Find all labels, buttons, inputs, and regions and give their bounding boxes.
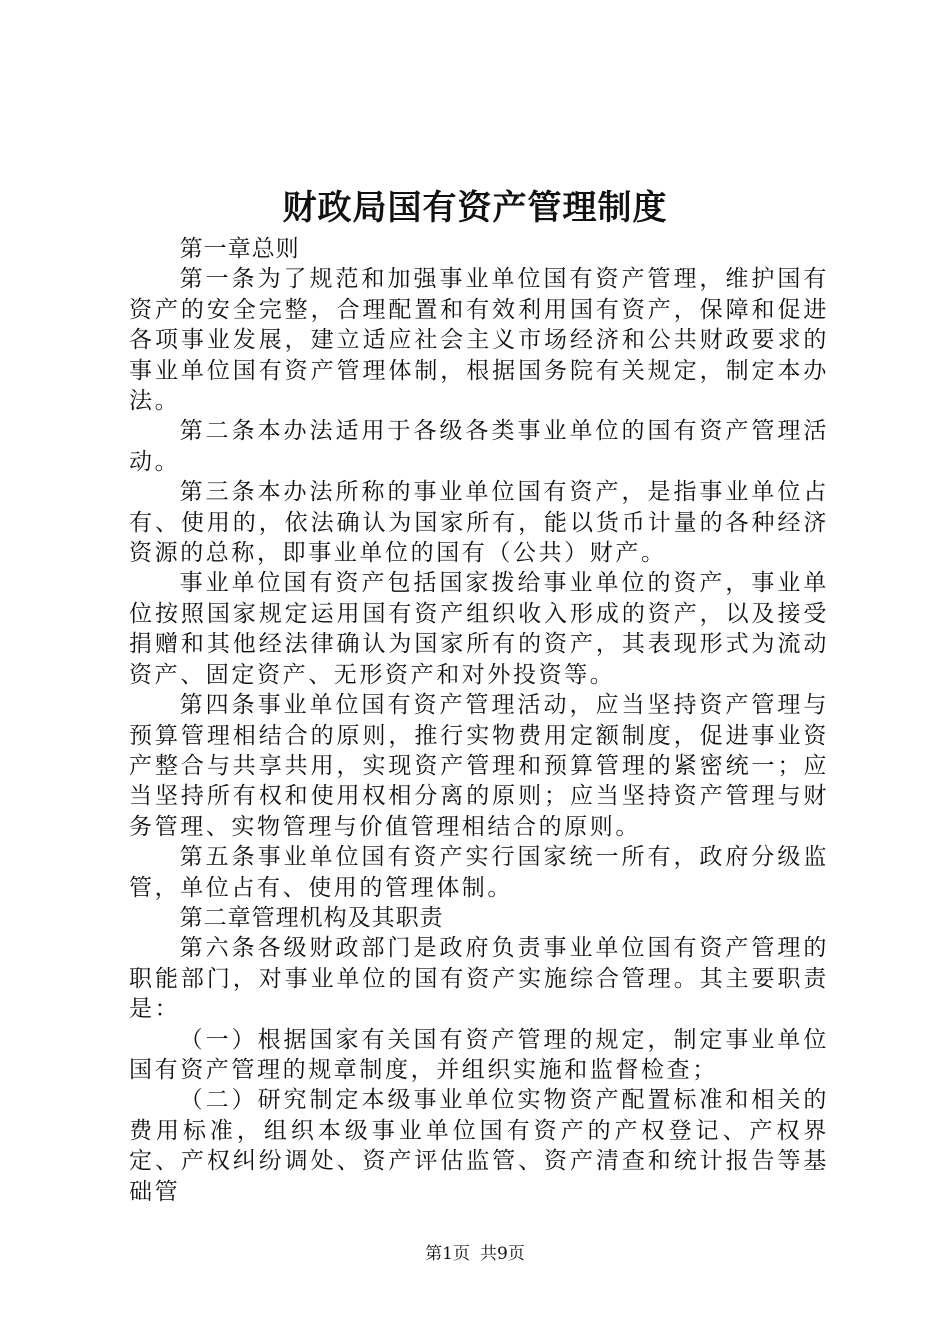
list-item-paragraph: （二）研究制定本级事业单位实物资产配置标准和相关的费用标准，组织本级事业单位国有资产的产权登记、产权界定、产权纠纷调处、资产评估监管、资产清查和统计报告等基础管: [129, 1087, 829, 1205]
page-total: 共9页: [480, 1244, 525, 1264]
article-paragraph: 第一条为了规范和加强事业单位国有资产管理，维护国有资产的安全完整，合理配置和有效利用国有资产，保障和促进各项事业发展，建立适应社会主义市场经济和公共财政要求的事业单位国有资产管理体制，根据国务院有关规定，制定本办法。: [129, 266, 829, 415]
chapter-heading: 第一章总则: [179, 236, 300, 262]
article-paragraph: 第四条事业单位国有资产管理活动，应当坚持资产管理与预算管理相结合的原则，推行实物费用定额制度，促进事业资产整合与共享共用，实现资产管理和预算管理的紧密统一；应当坚持所有权和使用权相分离的原则；应当坚持资产管理与财务管理、实物管理与价值管理相结合的原则。: [129, 692, 829, 840]
article-paragraph: 第二条本办法适用于各级各类事业单位的国有资产管理活动。: [129, 418, 829, 475]
page-footer: [0, 1242, 950, 1266]
article-paragraph: 第三条本办法所称的事业单位国有资产，是指事业单位占有、使用的，依法确认为国家所有，能以货币计量的各种经济资源的总称，即事业单位的国有（公共）财产。: [129, 479, 829, 567]
article-paragraph: 第五条事业单位国有资产实行国家统一所有，政府分级监管，单位占有、使用的管理体制。: [129, 844, 829, 901]
page-number: 第1页: [425, 1244, 470, 1264]
article-paragraph: 事业单位国有资产包括国家拨给事业单位的资产，事业单位按照国家规定运用国有资产组织收入形成的资产，以及接受捐赠和其他经法律确认为国家所有的资产，其表现形式为流动资产、固定资产、无形资产和对外投资等。: [129, 570, 829, 688]
article-paragraph: 第六条各级财政部门是政府负责事业单位国有资产管理的职能部门，对事业单位的国有资产实施综合管理。其主要职责是：: [129, 935, 829, 1023]
document-title: 财政局国有资产管理制度: [282, 188, 668, 228]
chapter-heading: 第二章管理机构及其职责: [179, 904, 444, 931]
document-body: [129, 234, 829, 1207]
list-item-paragraph: （一）根据国家有关国有资产管理的规定，制定事业单位国有资产管理的规章制度，并组织实施和监督检查；: [129, 1026, 829, 1083]
